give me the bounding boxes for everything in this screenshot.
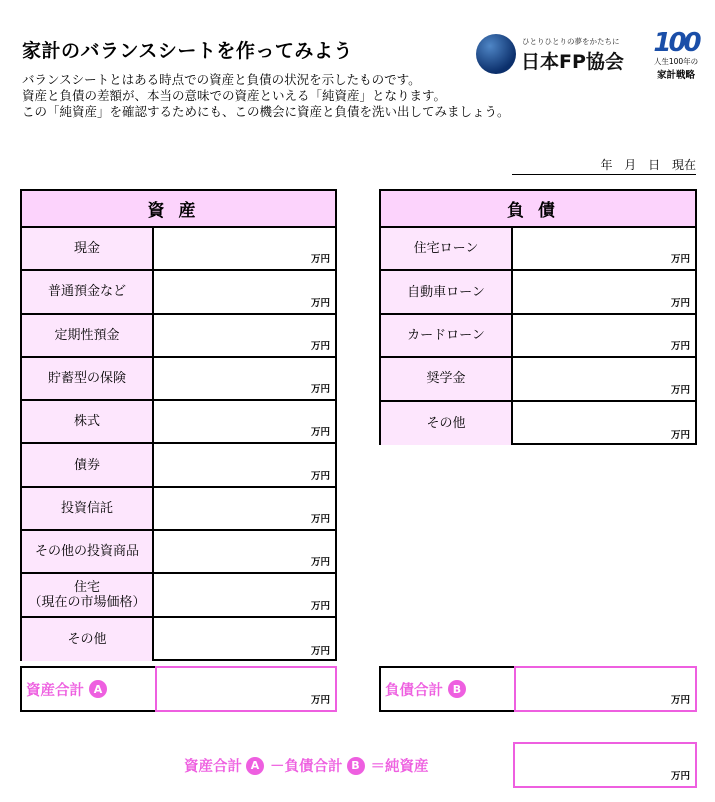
liabilities-row: [381, 358, 695, 401]
unit-label: 万円: [310, 600, 330, 612]
life100-line2: 家計戦略: [656, 70, 695, 81]
liabilities-table: [379, 189, 697, 445]
assets-row: [22, 401, 335, 444]
description-line: 資産と負債の差額が、本当の意味での資産といえる「純資産」となります。: [22, 88, 447, 103]
unit-label: 万円: [310, 695, 330, 706]
life100-number: 100: [653, 28, 699, 58]
assets-row-value-input[interactable]: [154, 271, 335, 312]
unit-label: 万円: [310, 340, 330, 352]
life100-line1: 人生100年の: [653, 57, 699, 66]
liabilities-row-value-input[interactable]: [513, 228, 695, 269]
date-year-label: 年: [600, 158, 613, 172]
assets-row-value-input[interactable]: [154, 401, 335, 442]
assets-row: [22, 358, 335, 401]
unit-label: 万円: [310, 254, 330, 266]
formula-net-assets: ＝純資産: [370, 759, 429, 775]
fp-logo-tagline: ひとりひとりの夢をかたちに: [522, 37, 620, 46]
mark-b-badge: B: [347, 757, 365, 775]
assets-row-value-input[interactable]: [154, 444, 335, 485]
assets-row-label: 株式: [22, 401, 154, 442]
liabilities-total-input[interactable]: [514, 666, 697, 712]
liabilities-header: 負債: [381, 191, 695, 228]
unit-label: 万円: [670, 384, 690, 396]
assets-row: [22, 618, 335, 661]
assets-total-label: 資産合計 A: [22, 668, 155, 710]
liabilities-row-value-input[interactable]: [513, 358, 695, 399]
assets-row-label: その他: [22, 618, 154, 661]
liabilities-row: [381, 228, 695, 271]
assets-row-value-input[interactable]: [154, 531, 335, 572]
unit-label: 万円: [310, 514, 330, 526]
liabilities-row-value-input[interactable]: [513, 402, 695, 445]
liabilities-row-value-input[interactable]: [513, 271, 695, 312]
assets-table: [20, 189, 337, 661]
assets-row: [22, 271, 335, 314]
assets-row: [22, 488, 335, 531]
assets-row-label: 投資信託: [22, 488, 154, 529]
unit-label: 万円: [310, 427, 330, 439]
assets-total-input[interactable]: [155, 666, 337, 712]
unit-label: 万円: [310, 470, 330, 482]
liabilities-row-label: その他: [381, 402, 513, 445]
unit-label: 万円: [310, 557, 330, 569]
net-assets-formula: [184, 755, 429, 776]
liabilities-row: [381, 402, 695, 445]
assets-row: [22, 228, 335, 271]
liabilities-total: [379, 666, 697, 712]
assets-row-value-input[interactable]: [154, 315, 335, 356]
assets-header: 資産: [22, 191, 335, 228]
liabilities-row-label: 自動車ローン: [381, 271, 513, 312]
assets-row: [22, 444, 335, 487]
assets-row-label: 現金: [22, 228, 154, 269]
description-line: この「純資産」を確認するためにも、この機会に資産と負債を洗い出してみましょう。: [22, 104, 510, 119]
assets-row: [22, 531, 335, 574]
liabilities-row-label: カードローン: [381, 315, 513, 356]
assets-row: [22, 574, 335, 617]
unit-label: 万円: [670, 341, 690, 353]
unit-label: 万円: [670, 254, 690, 266]
assets-row-value-input[interactable]: [154, 618, 335, 661]
assets-row-label: 債券: [22, 444, 154, 485]
date-field[interactable]: [512, 156, 696, 175]
net-assets-input[interactable]: [513, 742, 697, 788]
page-title: 家計のバランスシートを作ってみよう: [22, 40, 353, 62]
date-month-label: 月: [624, 158, 637, 172]
assets-total: [20, 666, 337, 712]
description-line: バランスシートとはある時点での資産と負債の状況を示したものです。: [22, 72, 421, 87]
mark-a-badge: A: [246, 757, 264, 775]
liabilities-row-value-input[interactable]: [513, 315, 695, 356]
unit-label: 万円: [670, 695, 690, 706]
liabilities-row-label: 住宅ローン: [381, 228, 513, 269]
unit-label: 万円: [670, 771, 690, 782]
liabilities-total-label: 負債合計 B: [381, 668, 514, 710]
life100-logo: [646, 30, 706, 80]
assets-row-value-input[interactable]: [154, 488, 335, 529]
assets-row-label: 貯蓄型の保険: [22, 358, 154, 399]
formula-assets: 資産合計: [184, 759, 242, 775]
assets-row-value-input[interactable]: [154, 574, 335, 615]
mark-b-badge: B: [448, 680, 466, 698]
date-current-label: 現在: [671, 158, 696, 172]
liabilities-row: [381, 271, 695, 314]
assets-row: [22, 315, 335, 358]
unit-label: 万円: [310, 297, 330, 309]
unit-label: 万円: [670, 297, 690, 309]
assets-row-label: その他の投資商品: [22, 531, 154, 572]
assets-row-label: 定期性預金: [22, 315, 154, 356]
assets-row-value-input[interactable]: [154, 358, 335, 399]
unit-label: 万円: [670, 429, 690, 441]
assets-row-label: 住宅 （現在の市場価格）: [22, 574, 154, 615]
date-day-label: 日: [648, 158, 661, 172]
unit-label: 万円: [310, 645, 330, 657]
unit-label: 万円: [310, 384, 330, 396]
assets-row-value-input[interactable]: [154, 228, 335, 269]
mark-a-badge: A: [89, 680, 107, 698]
liabilities-row: [381, 315, 695, 358]
liabilities-row-label: 奨学金: [381, 358, 513, 399]
assets-row-label: 普通預金など: [22, 271, 154, 312]
fp-association-logo: [476, 34, 631, 78]
formula-minus-liabilities: －負債合計: [270, 759, 343, 775]
fp-logo-icon: [476, 34, 516, 74]
fp-logo-name: 日本FP協会: [521, 51, 624, 73]
description: [22, 72, 510, 120]
